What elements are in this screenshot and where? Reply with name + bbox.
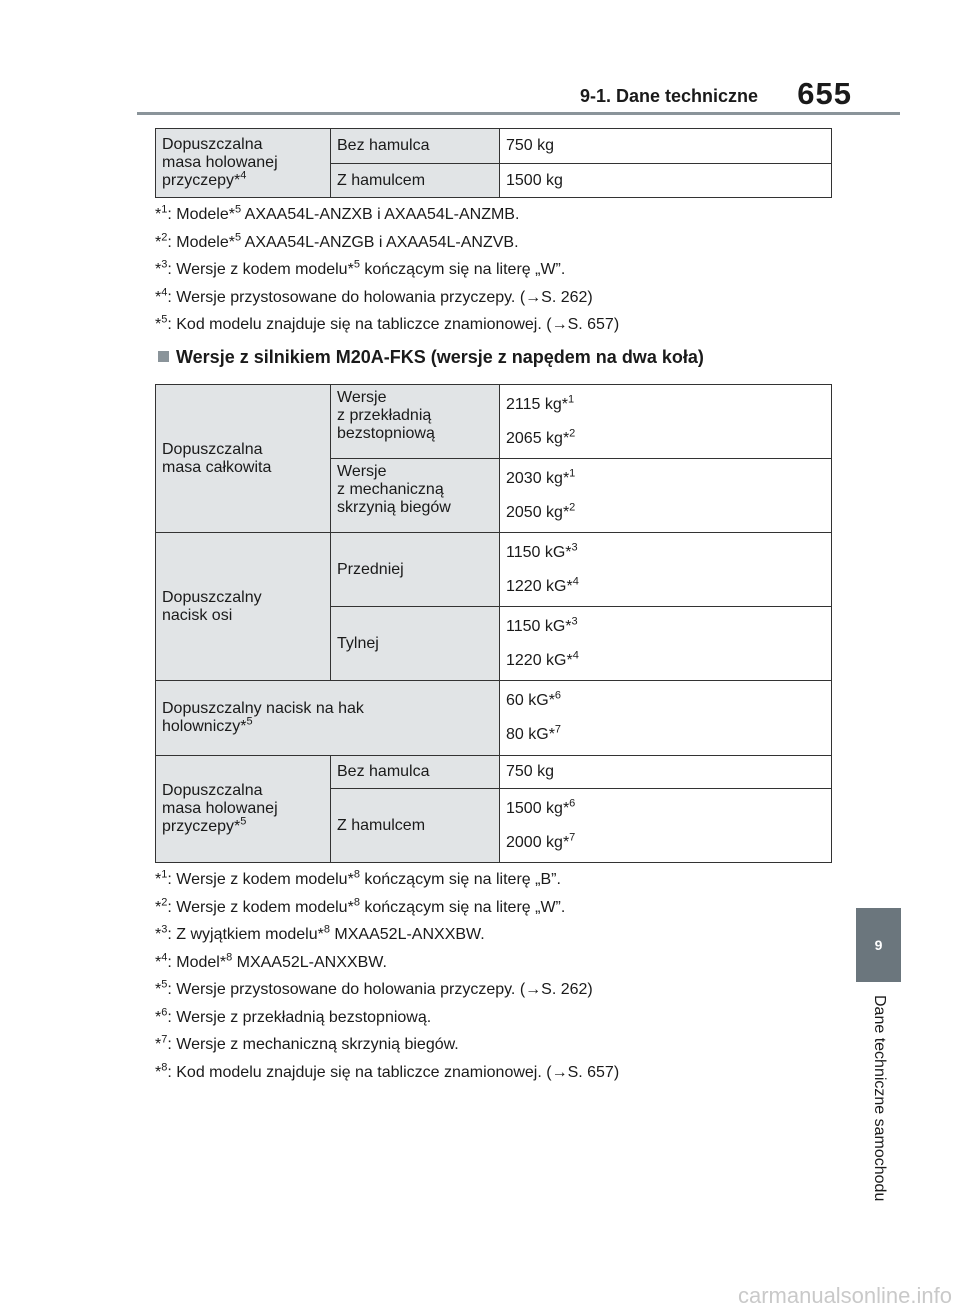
trailer-mass-label-2: Dopuszczalna masa holowanej przyczepy*$^5$	[156, 756, 331, 863]
footnote: *$^5$: Kod modelu znajduje się na tabliczce znamionowej. (→S. 657)	[155, 313, 620, 333]
footnote: *$^5$: Wersje przystosowane do holowania przyczepy. (→S. 262)	[155, 978, 593, 998]
watermark: carmanualsonline.info	[737, 1283, 952, 1308]
no-brake-label-2: Bez hamulca	[331, 756, 500, 789]
value-line: 2030 kg*$^1$	[506, 467, 576, 487]
header-divider	[137, 112, 900, 115]
cvt-label: Wersje z przekładnią bezstopniową	[331, 385, 500, 459]
front-axle-label: Przedniej	[331, 533, 500, 607]
value-line: 1220 kG*$^4$	[506, 649, 579, 669]
page-header	[0, 0, 900, 114]
axle-load-label: Dopuszczalny nacisk osi	[156, 533, 331, 681]
footnotes-2	[155, 868, 620, 1091]
footnote: *$^2$: Wersje z kodem modelu*$^8$ kończącym się na literę „W”.	[155, 896, 566, 916]
footnote: *$^2$: Modele*$^5$ AXAA54L-ANZGB i AXAA54L-ANZVB.	[155, 231, 519, 251]
rear-axle-values	[500, 607, 832, 681]
value-line: 1500 kg*$^6$	[506, 797, 576, 817]
section-title: Wersje z silnikiem M20A-FKS (wersje z napędem na dwa koła)	[158, 347, 704, 368]
brake-value: 1500 kg	[500, 164, 832, 198]
manual-label: Wersje z mechaniczną skrzynią biegów	[331, 459, 500, 533]
trailer-mass-label: Dopuszczalna masa holowanej przyczepy*$^4$	[156, 129, 331, 198]
footnote: *$^4$: Model*$^8$ MXAA52L-ANXXBW.	[155, 951, 387, 971]
value-line: 2065 kg*$^2$	[506, 427, 576, 447]
no-brake-label: Bez hamulca	[331, 129, 500, 164]
footnote: *$^7$: Wersje z mechaniczną skrzynią biegów.	[155, 1033, 459, 1053]
page-number: 655	[797, 76, 852, 111]
chapter-tab: 9	[856, 908, 901, 982]
gross-mass-label: Dopuszczalna masa całkowita	[156, 385, 331, 533]
chapter-side-label: Dane techniczne samochodu	[871, 995, 888, 1202]
footnote: *$^6$: Wersje z przekładnią bezstopniową.	[155, 1006, 432, 1026]
footnote: *$^1$: Wersje z kodem modelu*$^8$ kończącym się na literę „B”.	[155, 868, 561, 888]
no-brake-value: 750 kg	[500, 129, 832, 164]
value-line: 80 kG*$^7$	[506, 723, 562, 743]
value-line: 2115 kg*$^1$	[506, 393, 575, 413]
no-brake-value-2: 750 kg	[500, 756, 832, 789]
value-line: 60 kG*$^6$	[506, 689, 562, 709]
trailer-mass-table	[155, 128, 832, 198]
rear-axle-label: Tylnej	[331, 607, 500, 681]
hitch-load-label: Dopuszczalny nacisk na hak holowniczy*$^5$	[156, 681, 500, 756]
m20a-specs-table	[155, 384, 832, 863]
value-line: 1150 kG*$^3$	[506, 615, 578, 635]
value-line: 1150 kG*$^3$	[506, 541, 578, 561]
value-line: 2000 kg*$^7$	[506, 831, 576, 851]
brake-label: Z hamulcem	[331, 164, 500, 198]
value-line: 2050 kg*$^2$	[506, 501, 576, 521]
footnotes-1	[155, 203, 620, 344]
footnote: *$^4$: Wersje przystosowane do holowania przyczepy. (→S. 262)	[155, 286, 593, 306]
value-line: 1220 kG*$^4$	[506, 575, 579, 595]
footnote: *$^8$: Kod modelu znajduje się na tabliczce znamionowej. (→S. 657)	[155, 1061, 620, 1081]
section-heading: 9-1. Dane techniczne	[579, 86, 758, 106]
brake-values-2	[500, 789, 832, 863]
front-axle-values	[500, 533, 832, 607]
footnote: *$^1$: Modele*$^5$ AXAA54L-ANZXB i AXAA54L-ANZMB.	[155, 203, 520, 223]
cvt-values	[500, 385, 832, 459]
brake-label-2: Z hamulcem	[331, 789, 500, 863]
square-bullet-icon	[158, 351, 169, 362]
manual-values	[500, 459, 832, 533]
footnote: *$^3$: Wersje z kodem modelu*$^5$ kończącym się na literę „W”.	[155, 258, 566, 278]
footnote: *$^3$: Z wyjątkiem modelu*$^8$ MXAA52L-ANXXBW.	[155, 923, 485, 943]
hitch-load-values	[500, 681, 832, 756]
